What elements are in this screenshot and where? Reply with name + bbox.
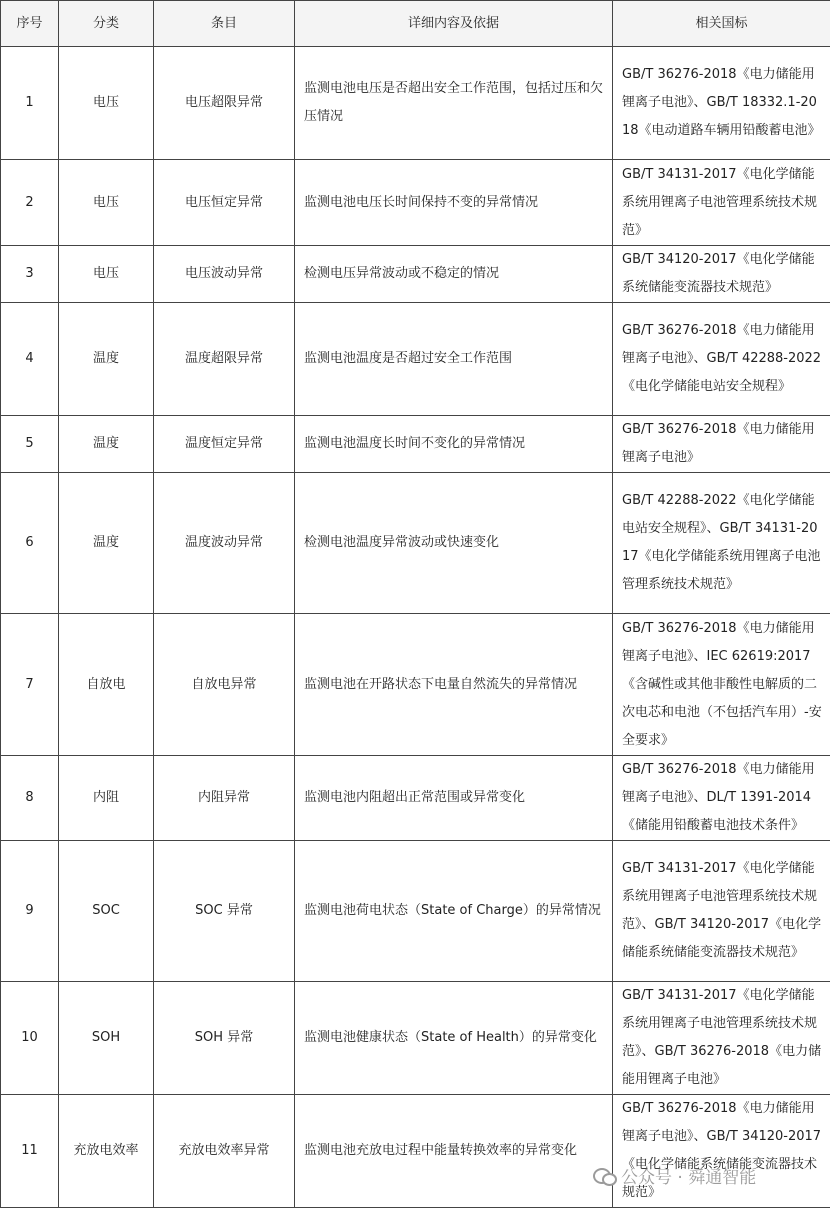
row-index: 9 — [1, 841, 59, 982]
row-item: 电压波动异常 — [154, 246, 295, 303]
row-item: SOH 异常 — [154, 982, 295, 1095]
table-row — [1, 416, 830, 473]
row-detail: 监测电池健康状态（State of Health）的异常变化 — [295, 982, 613, 1095]
row-detail: 检测电池温度异常波动或快速变化 — [295, 473, 613, 614]
row-item: 温度波动异常 — [154, 473, 295, 614]
row-item: 温度超限异常 — [154, 303, 295, 416]
table-row — [1, 614, 830, 756]
watermark-text: 公众号 · 舜通智能 — [621, 1168, 757, 1188]
row-standard: GB/T 34131-2017《电化学储能系统用锂离子电池管理系统技术规范》、GB/T 36276-2018《电力储能用锂离子电池》 — [613, 982, 830, 1095]
row-standard: GB/T 34131-2017《电化学储能系统用锂离子电池管理系统技术规范》 — [613, 160, 830, 246]
row-category: SOC — [59, 841, 154, 982]
row-category: 温度 — [59, 416, 154, 473]
row-item: SOC 异常 — [154, 841, 295, 982]
row-detail: 监测电池内阻超出正常范围或异常变化 — [295, 756, 613, 841]
row-item: 充放电效率异常 — [154, 1095, 295, 1208]
row-detail: 监测电池温度是否超过安全工作范围 — [295, 303, 613, 416]
header-index: 序号 — [1, 1, 59, 47]
table-row — [1, 1095, 830, 1208]
row-standard: GB/T 36276-2018《电力储能用锂离子电池》、DL/T 1391-2014《储能用铅酸蓄电池技术条件》 — [613, 756, 830, 841]
table-row — [1, 47, 830, 160]
table-row — [1, 303, 830, 416]
row-index: 10 — [1, 982, 59, 1095]
table-row — [1, 756, 830, 841]
row-detail: 监测电池温度长时间不变化的异常情况 — [295, 416, 613, 473]
header-category: 分类 — [59, 1, 154, 47]
table-row — [1, 160, 830, 246]
row-category: 自放电 — [59, 614, 154, 756]
row-category: 电压 — [59, 47, 154, 160]
row-category: 温度 — [59, 303, 154, 416]
row-index: 2 — [1, 160, 59, 246]
row-item: 电压恒定异常 — [154, 160, 295, 246]
row-index: 6 — [1, 473, 59, 614]
table-row — [1, 841, 830, 982]
row-standard: GB/T 36276-2018《电力储能用锂离子电池》 — [613, 416, 830, 473]
header-row — [1, 1, 830, 47]
row-item: 内阻异常 — [154, 756, 295, 841]
header-detail: 详细内容及依据 — [295, 1, 613, 47]
table-row — [1, 982, 830, 1095]
row-standard: GB/T 42288-2022《电化学储能电站安全规程》、GB/T 34131-2017《电化学储能系统用锂离子电池管理系统技术规范》 — [613, 473, 830, 614]
row-index: 8 — [1, 756, 59, 841]
row-category: 温度 — [59, 473, 154, 614]
wechat-icon — [593, 1167, 615, 1185]
row-detail: 监测电池充放电过程中能量转换效率的异常变化 — [295, 1095, 613, 1208]
row-standard: GB/T 36276-2018《电力储能用锂离子电池》、GB/T 34120-2017《电化学储能系统储能变流器技术规范》 — [613, 1095, 830, 1208]
row-category: 内阻 — [59, 756, 154, 841]
row-category: 电压 — [59, 160, 154, 246]
watermark — [593, 1163, 756, 1188]
row-index: 7 — [1, 614, 59, 756]
row-category: 电压 — [59, 246, 154, 303]
row-item: 自放电异常 — [154, 614, 295, 756]
header-standard: 相关国标 — [613, 1, 830, 47]
row-standard: GB/T 34120-2017《电化学储能系统储能变流器技术规范》 — [613, 246, 830, 303]
row-detail: 监测电池电压是否超出安全工作范围，包括过压和欠压情况 — [295, 47, 613, 160]
row-item: 电压超限异常 — [154, 47, 295, 160]
row-standard: GB/T 36276-2018《电力储能用锂离子电池》、IEC 62619:2017《含碱性或其他非酸性电解质的二次电芯和电池（不包括汽车用）-安全要求》 — [613, 614, 830, 756]
row-index: 1 — [1, 47, 59, 160]
row-standard: GB/T 34131-2017《电化学储能系统用锂离子电池管理系统技术规范》、GB/T 34120-2017《电化学储能系统储能变流器技术规范》 — [613, 841, 830, 982]
row-index: 4 — [1, 303, 59, 416]
row-detail: 监测电池电压长时间保持不变的异常情况 — [295, 160, 613, 246]
row-category: SOH — [59, 982, 154, 1095]
row-detail: 检测电压异常波动或不稳定的情况 — [295, 246, 613, 303]
row-index: 5 — [1, 416, 59, 473]
row-detail: 监测电池荷电状态（State of Charge）的异常情况 — [295, 841, 613, 982]
row-standard: GB/T 36276-2018《电力储能用锂离子电池》、GB/T 42288-2022《电化学储能电站安全规程》 — [613, 303, 830, 416]
row-index: 11 — [1, 1095, 59, 1208]
header-item: 条目 — [154, 1, 295, 47]
row-category: 充放电效率 — [59, 1095, 154, 1208]
row-item: 温度恒定异常 — [154, 416, 295, 473]
row-index: 3 — [1, 246, 59, 303]
table-row — [1, 473, 830, 614]
row-detail: 监测电池在开路状态下电量自然流失的异常情况 — [295, 614, 613, 756]
table-row — [1, 246, 830, 303]
row-standard: GB/T 36276-2018《电力储能用锂离子电池》、GB/T 18332.1-2018《电动道路车辆用铅酸蓄电池》 — [613, 47, 830, 160]
